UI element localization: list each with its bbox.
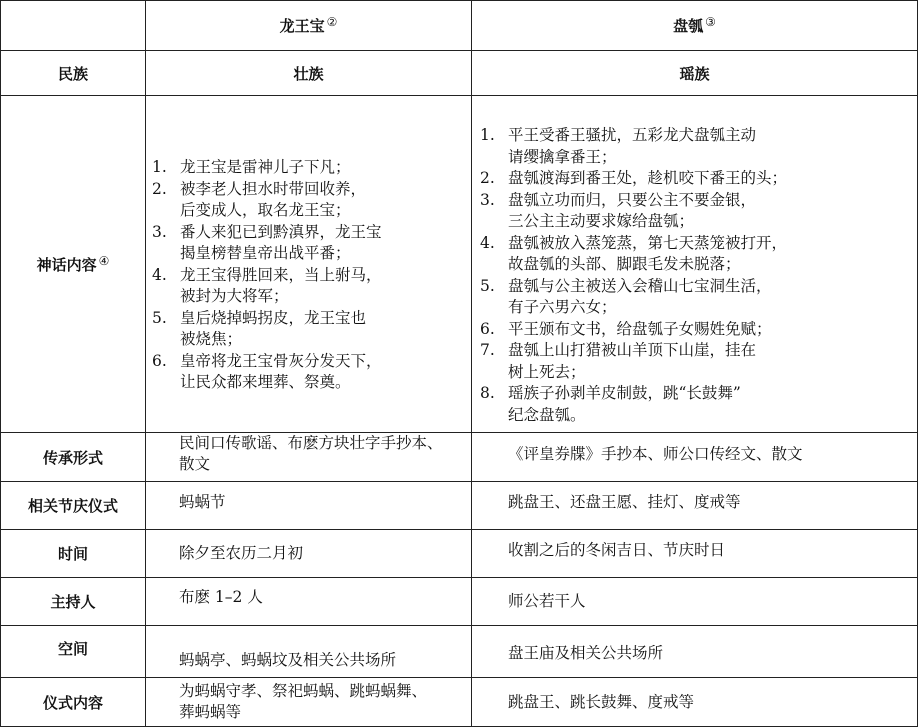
list-item xyxy=(152,157,471,179)
cell-text: 除夕至农历二月初 xyxy=(179,544,304,562)
time-right xyxy=(472,530,918,578)
header-longwangbao-title: 龙王宝 xyxy=(279,17,325,35)
host-left xyxy=(146,578,472,626)
row-label: 时间 xyxy=(1,530,146,578)
row-host xyxy=(1,578,918,626)
cell-text: 跳盘王、跳长鼓舞、度戒等 xyxy=(508,692,695,711)
host-right xyxy=(472,578,918,626)
row-label: 民族 xyxy=(1,51,146,96)
step-number: 2. xyxy=(480,169,495,187)
list-item xyxy=(480,383,917,426)
row-ethnic xyxy=(1,51,918,96)
cell-text: 师公若干人 xyxy=(508,592,586,610)
row-transmission xyxy=(1,433,918,482)
step-number: 8. xyxy=(480,384,495,402)
list-item xyxy=(152,265,471,308)
header-longwangbao xyxy=(146,1,472,51)
list-item xyxy=(152,308,471,351)
festival-left xyxy=(146,482,472,530)
ethnic-left: 壮族 xyxy=(146,51,472,96)
step-number: 1. xyxy=(152,158,167,177)
ritual-left xyxy=(146,678,472,727)
step-text: 盘瓠与公主被送入会稽山七宝洞生活， 有子六男六女； xyxy=(508,276,772,316)
cell-text: 收割之后的冬闲吉日、节庆时日 xyxy=(508,541,726,559)
row-time xyxy=(1,530,918,578)
myth-right xyxy=(472,96,918,433)
step-text: 龙王宝得胜回来，当上驸马， 被封为大将军； xyxy=(180,265,382,306)
list-item xyxy=(480,190,917,233)
list-item xyxy=(480,276,917,319)
cell-text: 盘王庙及相关公共场所 xyxy=(508,644,664,662)
step-text: 盘瓠被放入蒸笼蒸，第七天蒸笼被打开， 故盘瓠的头部、脚跟毛发未脱落； xyxy=(508,233,788,273)
footnote-marker: ③ xyxy=(705,15,716,29)
row-ritual xyxy=(1,678,918,727)
header-empty-cell xyxy=(1,1,146,51)
list-item xyxy=(480,168,917,190)
footnote-marker: ④ xyxy=(98,253,110,268)
ritual-right xyxy=(472,678,918,727)
space-left xyxy=(146,626,472,678)
list-item xyxy=(480,233,917,276)
cell-text: 跳盘王、还盘王愿、挂灯、度戒等 xyxy=(508,493,741,511)
cell-text: 《评皇券牒》手抄本、师公口传经文、散文 xyxy=(508,444,803,463)
list-item xyxy=(480,125,917,168)
list-item xyxy=(480,319,917,341)
row-label: 传承形式 xyxy=(1,433,146,482)
cell-text: 民间口传歌谣、布麽方块壮字手抄本、 散文 xyxy=(179,434,443,473)
row-space xyxy=(1,626,918,678)
step-number: 2. xyxy=(152,179,167,198)
step-text: 瑶族子孙剥羊皮制鼓，跳“长鼓舞” 纪念盘瓠。 xyxy=(508,384,741,424)
step-text: 平王受番王骚扰，五彩龙犬盘瓠主动 请缨擒拿番王； xyxy=(508,126,757,166)
list-item xyxy=(152,222,471,265)
step-number: 3. xyxy=(152,222,167,241)
step-text: 皇后烧掉蚂拐皮，龙王宝也 被烧焦； xyxy=(180,308,367,349)
myth-left-list xyxy=(146,134,471,394)
header-panhu-title: 盘瓠 xyxy=(673,17,704,35)
row-label-myth xyxy=(1,96,146,433)
step-number: 3. xyxy=(480,190,495,209)
row-label: 相关节庆仪式 xyxy=(1,482,146,530)
step-number: 5. xyxy=(152,308,167,327)
row-myth xyxy=(1,96,918,433)
step-number: 5. xyxy=(480,276,495,295)
step-text: 盘瓠上山打猎被山羊顶下山崖，挂在 树上死去； xyxy=(508,341,757,381)
row-label: 主持人 xyxy=(1,578,146,626)
step-number: 6. xyxy=(152,351,167,370)
step-text: 平王颁布文书，给盘瓠子女赐姓免赋； xyxy=(508,319,772,338)
step-text: 番人来犯已到黔滇界，龙王宝 揭皇榜替皇帝出战平番； xyxy=(180,222,382,263)
step-text: 盘瓠立功而归，只要公主不要金银， 三公主主动要求嫁给盘瓠； xyxy=(508,190,757,230)
step-number: 1. xyxy=(480,126,495,144)
footnote-marker: ② xyxy=(326,15,338,29)
list-item xyxy=(480,340,917,383)
step-number: 4. xyxy=(480,233,495,252)
step-text: 被李老人担水时带回收养， 后变成人，取名龙王宝； xyxy=(180,179,367,220)
step-number: 6. xyxy=(480,319,495,338)
step-text: 皇帝将龙王宝骨灰分发天下， 让民众都来埋葬、祭奠。 xyxy=(180,351,382,392)
header-panhu xyxy=(472,1,918,51)
cell-text: 蚂蜗亭、蚂蜗坟及相关公共场所 xyxy=(179,651,397,669)
myth-left xyxy=(146,96,472,433)
step-text: 盘瓠渡海到番王处，趁机咬下番王的头； xyxy=(508,169,788,187)
list-item xyxy=(152,351,471,394)
header-row xyxy=(1,1,918,51)
myth-right-list xyxy=(472,102,917,426)
row-label: 仪式内容 xyxy=(1,678,146,727)
cell-text: 布麽 1–2 人 xyxy=(179,588,263,606)
festival-right xyxy=(472,482,918,530)
cell-text: 为蚂蜗守孝、祭祀蚂蜗、跳蚂蜗舞、 葬蚂蜗等 xyxy=(179,682,428,721)
step-number: 7. xyxy=(480,341,495,359)
transmission-right xyxy=(472,433,918,482)
space-right xyxy=(472,626,918,678)
step-text: 龙王宝是雷神儿子下凡； xyxy=(180,158,351,177)
row-festival xyxy=(1,482,918,530)
ethnic-right: 瑶族 xyxy=(472,51,918,96)
row-label: 神话内容 xyxy=(36,255,97,274)
time-left xyxy=(146,530,472,578)
step-number: 4. xyxy=(152,265,167,284)
transmission-left xyxy=(146,433,472,482)
cell-text: 蚂蜗节 xyxy=(179,493,226,511)
row-label: 空间 xyxy=(1,626,146,678)
list-item xyxy=(152,179,471,222)
